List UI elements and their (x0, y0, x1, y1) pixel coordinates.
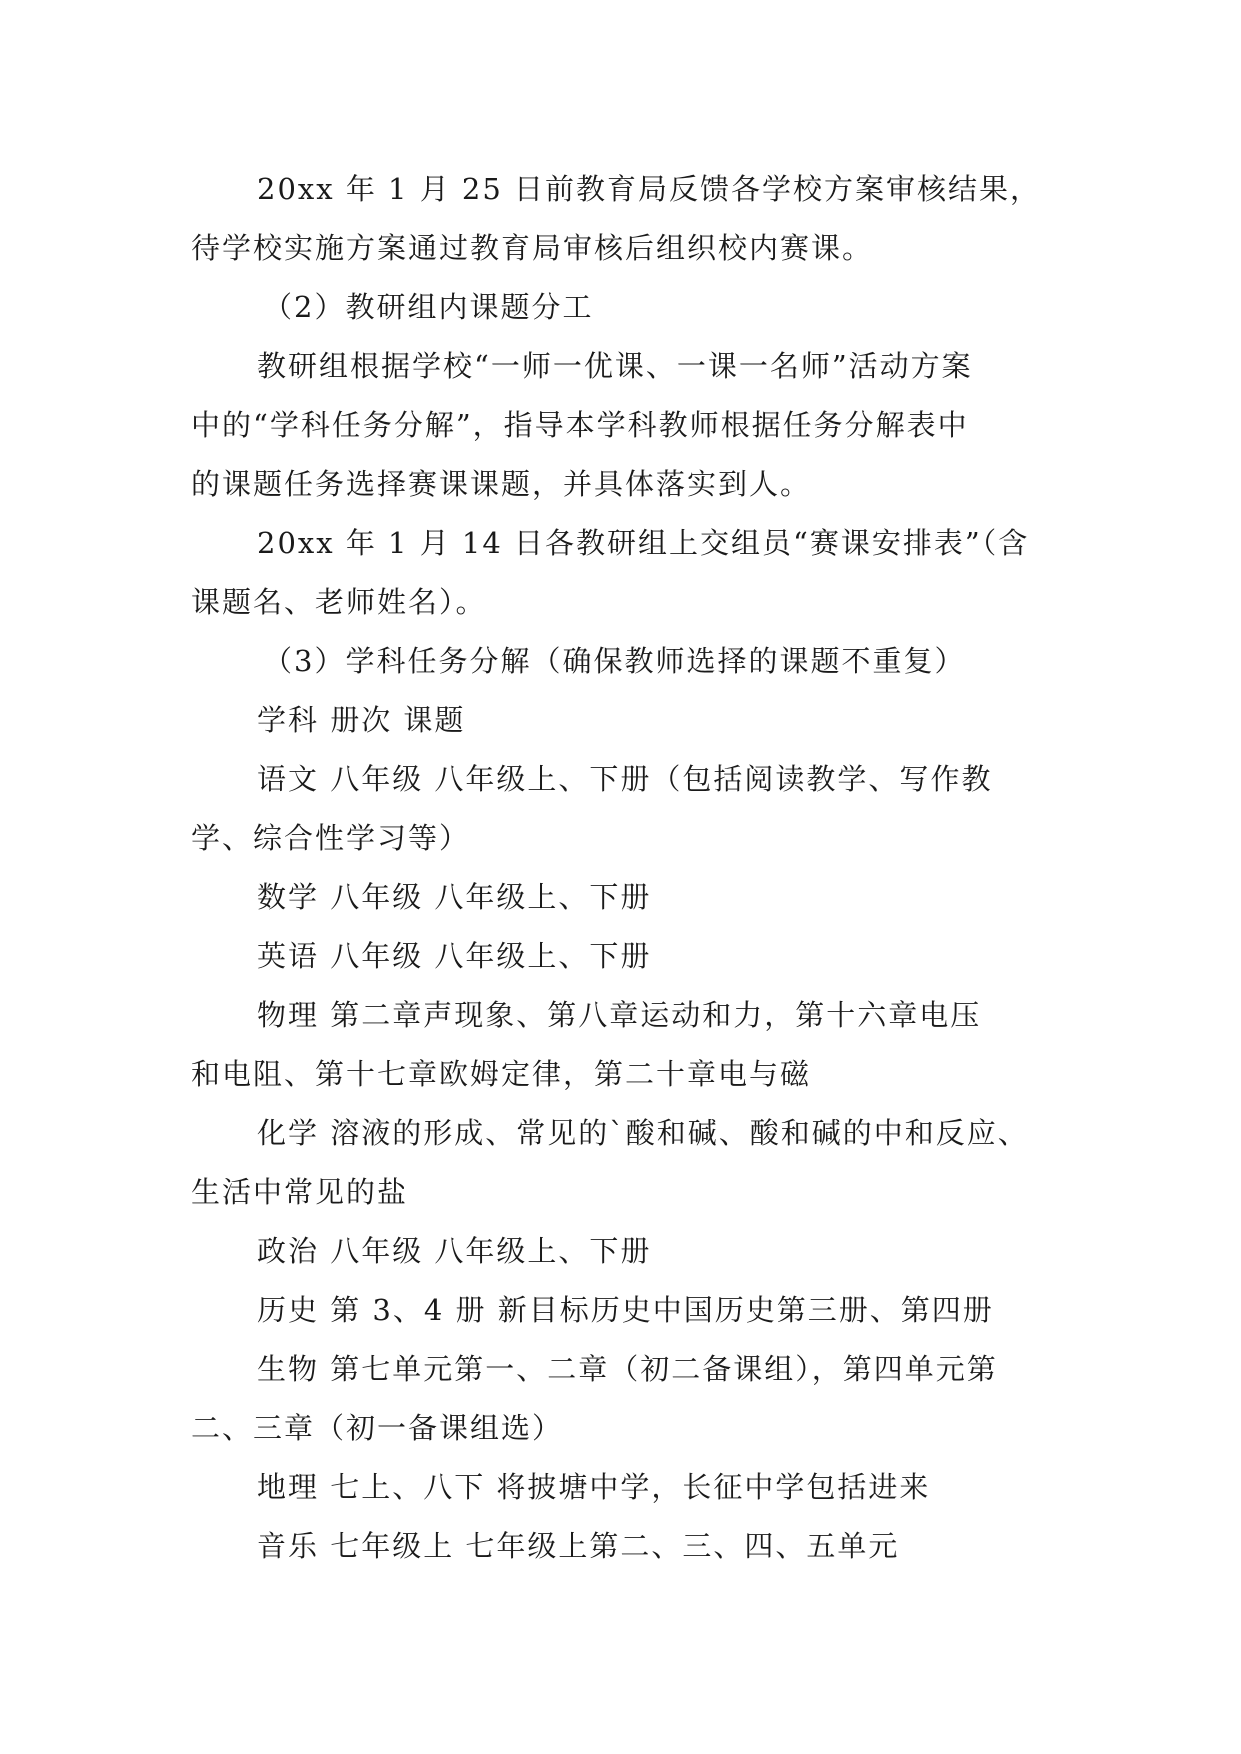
text-line: （3）学科任务分解（确保教师选择的课题不重复） (263, 644, 966, 678)
text-line: 英语 八年级 八年级上、下册 (257, 939, 652, 973)
task-row-history (191, 1281, 1051, 1340)
text-line: 课题名、老师姓名）。 (191, 585, 487, 619)
text-line: 生活中常见的盐 (191, 1175, 409, 1209)
text-line: 教研组根据学校“一师一优课、一课一名师”活动方案 (257, 349, 973, 383)
text-line: 政治 八年级 八年级上、下册 (257, 1234, 652, 1268)
text-line: 历史 第 3、4 册 新目标历史中国历史第三册、第四册 (257, 1293, 994, 1327)
text-line: 20xx 年 1 月 14 日各教研组上交组员“赛课安排表”（含 (257, 526, 1030, 560)
text-line: 和电阻、第十七章欧姆定律，第二十章电与磁 (191, 1057, 812, 1091)
text-line: 生物 第七单元第一、二章（初二备课组），第四单元第 (257, 1352, 998, 1386)
task-row-math (191, 868, 1051, 927)
task-row-chemistry (191, 1104, 1051, 1222)
text-line: 化学 溶液的形成、常见的`酸和碱、酸和碱的中和反应、 (257, 1116, 1029, 1150)
text-line: 中的“学科任务分解”，指导本学科教师根据任务分解表中 (191, 408, 969, 442)
document-body (191, 160, 1051, 1576)
text-line: 20xx 年 1 月 25 日前教育局反馈各学校方案审核结果， (257, 172, 1042, 206)
text-line: 待学校实施方案通过教育局审核后组织校内赛课。 (191, 231, 874, 265)
task-row-biology (191, 1340, 1051, 1458)
task-row-physics (191, 986, 1051, 1104)
task-table-header (191, 691, 1051, 750)
text-line: 二、三章（初一备课组选） (191, 1411, 564, 1445)
text-line: 语文 八年级 八年级上、下册（包括阅读教学、写作教 (257, 762, 993, 796)
task-row-geography (191, 1458, 1051, 1517)
section-heading-task-breakdown (191, 632, 1051, 691)
section-heading-topic-division (191, 278, 1051, 337)
task-row-english (191, 927, 1051, 986)
text-line: 的课题任务选择赛课课题，并具体落实到人。 (191, 467, 812, 501)
task-row-music (191, 1517, 1051, 1576)
text-line: 学科 册次 课题 (257, 703, 466, 737)
paragraph-topic-division (191, 337, 1051, 514)
task-row-politics (191, 1222, 1051, 1281)
paragraph-review-deadline (191, 160, 1051, 278)
text-line: 学、综合性学习等） (191, 821, 471, 855)
text-line: 数学 八年级 八年级上、下册 (257, 880, 652, 914)
paragraph-schedule-submission (191, 514, 1051, 632)
task-row-chinese (191, 750, 1051, 868)
text-line: （2）教研组内课题分工 (263, 290, 594, 324)
text-line: 地理 七上、八下 将披塘中学，长征中学包括进来 (257, 1470, 931, 1504)
text-line: 音乐 七年级上 七年级上第二、三、四、五单元 (257, 1529, 900, 1563)
text-line: 物理 第二章声现象、第八章运动和力，第十六章电压 (257, 998, 982, 1032)
